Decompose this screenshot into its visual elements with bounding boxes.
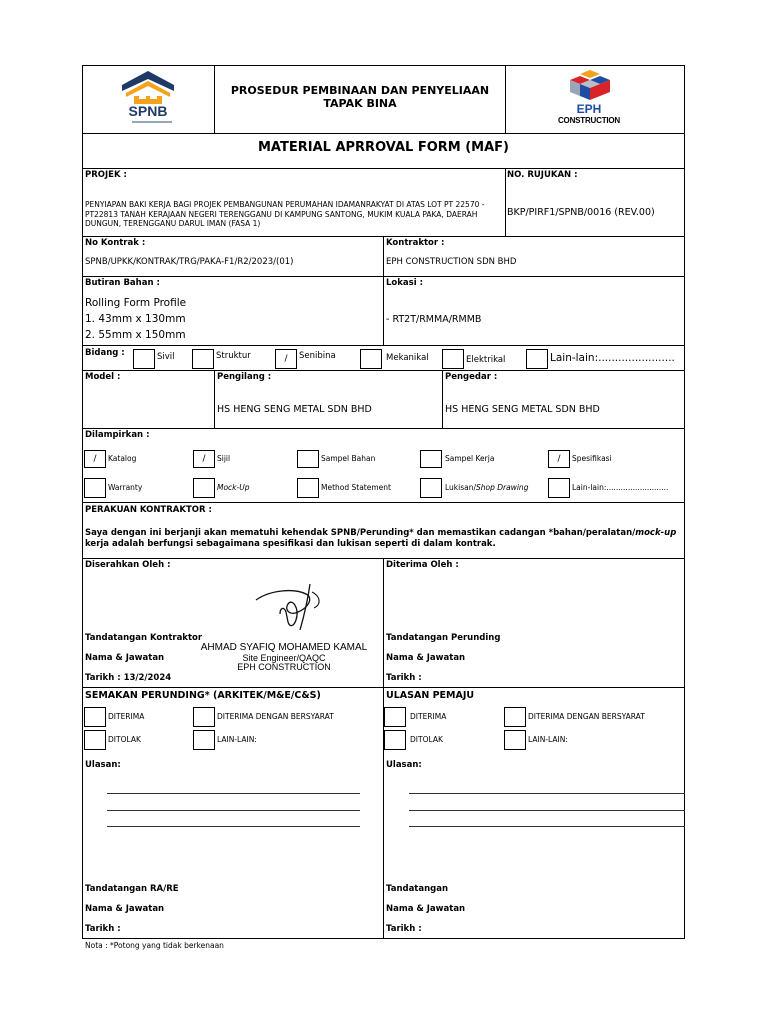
signer-title: Site Engineer/QAQC — [242, 653, 326, 663]
kontraktor-label: Kontraktor : — [386, 238, 445, 248]
right-ditolak-checkbox[interactable] — [384, 730, 406, 750]
right-bersyarat-checkbox[interactable] — [504, 707, 526, 727]
lain-lain-checkbox[interactable] — [548, 478, 570, 498]
bidang-label: Bidang : — [85, 348, 125, 358]
header-title-line1: PROSEDUR PEMBINAAN DAN PENYELIAAN — [230, 84, 490, 97]
spnb-logo — [112, 67, 184, 129]
spnb-logo-tagline — [132, 121, 172, 123]
perakuan-text-b: kerja adalah berfungsi sebagaimana spesifikasi dan lukisan seperti di dalam kontrak. — [85, 539, 496, 549]
pengilang-label: Pengilang : — [217, 372, 272, 382]
signer-name: AHMAD SYAFIQ MOHAMED KAMAL — [200, 642, 368, 653]
left-bersyarat-label: DITERIMA DENGAN BERSYARAT — [217, 712, 334, 721]
dilampirkan-label: Dilampirkan : — [85, 430, 150, 440]
ttd-kontraktor-label: Tandatangan Kontraktor — [85, 633, 203, 643]
bidang-elektrikal-checkbox[interactable] — [442, 349, 464, 369]
form-title: MATERIAL APRROVAL FORM (MAF) — [258, 140, 509, 155]
sampel-kerja-checkbox[interactable] — [420, 450, 442, 468]
method-statement-label: Method Statement — [321, 483, 391, 492]
left-lain-checkbox[interactable] — [193, 730, 215, 750]
bidang-lain-label: Lain-lain:....................... — [550, 352, 675, 364]
eph-logo-subtext: CONSTRUCTION — [557, 116, 621, 125]
kontraktor-value: EPH CONSTRUCTION SDN BHD — [386, 257, 517, 267]
right-tarikh-label: Tarikh : — [386, 924, 422, 934]
nama-jawatan-label: Nama & Jawatan — [85, 653, 165, 663]
semakan-title: SEMAKAN PERUNDING* (ARKITEK/M&E/C&S) — [85, 690, 321, 701]
right-diterima-label: DITERIMA — [410, 712, 447, 721]
diserahkan-label: Diserahkan Oleh : — [85, 560, 171, 570]
bahan-line1: Rolling Form Profile — [85, 297, 187, 309]
sampel-bahan-checkbox[interactable] — [297, 450, 319, 468]
left-ulasan-line-2[interactable] — [107, 810, 360, 811]
right-ulasan-line-1[interactable] — [409, 793, 685, 794]
perakuan-text — [85, 528, 683, 550]
left-tarikh-label: Tarikh : — [85, 924, 121, 934]
nota: Nota : *Potong yang tidak berkenaan — [85, 941, 224, 950]
bidang-lain-checkbox[interactable] — [526, 349, 548, 369]
ttd-perunding-label: Tandatangan Perunding — [386, 633, 501, 643]
lukisan-checkbox[interactable] — [420, 478, 442, 498]
bidang-struktur-label: Struktur — [216, 351, 251, 361]
shop-drawing-label: Shop Drawing — [476, 483, 529, 492]
sijil-label: Sijil — [217, 454, 231, 463]
warranty-label: Warranty — [108, 483, 143, 492]
spesifikasi-label: Spesifikasi — [572, 454, 612, 463]
no-kontrak-label: No Kontrak : — [85, 238, 146, 248]
left-lain-label: LAIN-LAIN: — [217, 735, 257, 744]
header-title-line2: TAPAK BINA — [323, 97, 397, 110]
signer-company: EPH CONSTRUCTION — [237, 662, 331, 672]
projek-label: PROJEK : — [85, 170, 127, 180]
spesifikasi-checkbox[interactable]: / — [548, 450, 570, 468]
left-ditolak-checkbox[interactable] — [84, 730, 106, 750]
bidang-senibina-label: Senibina — [299, 351, 336, 361]
eph-logo-text: EPH — [576, 102, 602, 116]
left-ditolak-label: DITOLAK — [108, 735, 141, 744]
rujukan-value: BKP/PIRF1/SPNB/0016 (REV.00) — [507, 207, 655, 218]
ttd-ra-label: Tandatangan RA/RE — [85, 884, 179, 894]
ttd-r-label: Tandatangan — [386, 884, 449, 894]
right-ditolak-label: DITOLAK — [410, 735, 443, 744]
left-bersyarat-checkbox[interactable] — [193, 707, 215, 727]
right-lain-checkbox[interactable] — [504, 730, 526, 750]
no-kontrak-value: SPNB/UPKK/KONTRAK/TRG/PAKA-F1/R2/2023/(01) — [85, 257, 294, 267]
lokasi-value: - RT2T/RMMA/RMMB — [386, 314, 482, 325]
perakuan-label: PERAKUAN KONTRAKTOR : — [85, 505, 212, 515]
bahan-line3: 2. 55mm x 150mm — [85, 329, 186, 341]
rujukan-label: NO. RUJUKAN : — [507, 170, 578, 180]
nama-jawatan-r-label: Nama & Jawatan — [386, 653, 466, 663]
contractor-signature — [250, 582, 330, 632]
ulasan-pemaju-title: ULASAN PEMAJU — [386, 690, 475, 701]
method-statement-checkbox[interactable] — [297, 478, 319, 498]
perakuan-text-italic: mock-up — [635, 528, 677, 538]
right-ulasan-line-3[interactable] — [409, 826, 685, 827]
right-diterima-checkbox[interactable] — [384, 707, 406, 727]
pengilang-value: HS HENG SENG METAL SDN BHD — [217, 404, 372, 415]
tarikh-kontraktor: Tarikh : 13/2/2024 — [85, 673, 172, 683]
tarikh-r-label: Tarikh : — [386, 673, 422, 683]
perakuan-text-a: Saya dengan ini berjanji akan mematuhi kehendak SPNB/Perunding* dan memastikan cadangan *bahan/peralatan/ — [85, 528, 636, 538]
bidang-senibina-checkbox[interactable]: / — [275, 349, 297, 369]
pengedar-value: HS HENG SENG METAL SDN BHD — [445, 404, 600, 415]
katalog-label: Katalog — [108, 454, 137, 463]
bidang-struktur-checkbox[interactable] — [192, 349, 214, 369]
sampel-bahan-label: Sampel Bahan — [321, 454, 376, 463]
bahan-line2: 1. 43mm x 130mm — [85, 313, 186, 325]
left-nama-jawatan-label: Nama & Jawatan — [85, 904, 165, 914]
warranty-checkbox[interactable] — [84, 478, 106, 498]
right-nama-jawatan-label: Nama & Jawatan — [386, 904, 466, 914]
bidang-mekanikal-checkbox[interactable] — [360, 349, 382, 369]
pengedar-label: Pengedar : — [445, 372, 498, 382]
bidang-sivil-label: Sivil — [157, 352, 175, 362]
left-ulasan-label: Ulasan: — [85, 760, 121, 770]
spnb-logo-text: SPNB — [128, 103, 168, 119]
right-ulasan-label: Ulasan: — [386, 760, 422, 770]
mock-up-checkbox[interactable] — [193, 478, 215, 498]
lukisan-label-text: Lukisan/ — [445, 483, 477, 492]
right-bersyarat-label: DITERIMA DENGAN BERSYARAT — [528, 712, 645, 721]
left-ulasan-line-3[interactable] — [107, 826, 360, 827]
lukisan-label — [445, 483, 528, 492]
right-lain-label: LAIN-LAIN: — [528, 735, 568, 744]
sijil-checkbox[interactable]: / — [193, 450, 215, 468]
left-diterima-checkbox[interactable] — [84, 707, 106, 727]
left-diterima-label: DITERIMA — [108, 712, 145, 721]
lain-lain-label: Lain-lain:.......................... — [572, 483, 669, 492]
projek-value: PENYIAPAN BAKI KERJA BAGI PROJEK PEMBANGUNAN PERUMAHAN IDAMANRAKYAT DI ATAS LOT PT 22570 - PT22813 TANAH KERAJAAN NEGERI TERENGGANU DI KAMPUNG SANTONG, MUKIM KUALA PAKA, DAERAH DUNGUN, TERENGGANU DARUL IMAN (FASA 1) — [85, 200, 485, 228]
butiran-bahan-label: Butiran Bahan : — [85, 278, 160, 288]
right-ulasan-line-2[interactable] — [409, 810, 685, 811]
katalog-checkbox[interactable]: / — [84, 450, 106, 468]
lokasi-label: Lokasi : — [386, 278, 423, 288]
left-ulasan-line-1[interactable] — [107, 793, 360, 794]
bidang-sivil-checkbox[interactable] — [133, 349, 155, 369]
sampel-kerja-label: Sampel Kerja — [445, 454, 495, 463]
diterima-oleh-label: Diterima Oleh : — [386, 560, 459, 570]
eph-logo — [550, 70, 628, 130]
bidang-mekanikal-label: Mekanikal — [386, 353, 429, 363]
model-label: Model : — [85, 372, 121, 382]
mock-up-label: Mock-Up — [217, 483, 250, 492]
header-title — [216, 84, 504, 110]
bidang-elektrikal-label: Elektrikal — [466, 355, 506, 365]
